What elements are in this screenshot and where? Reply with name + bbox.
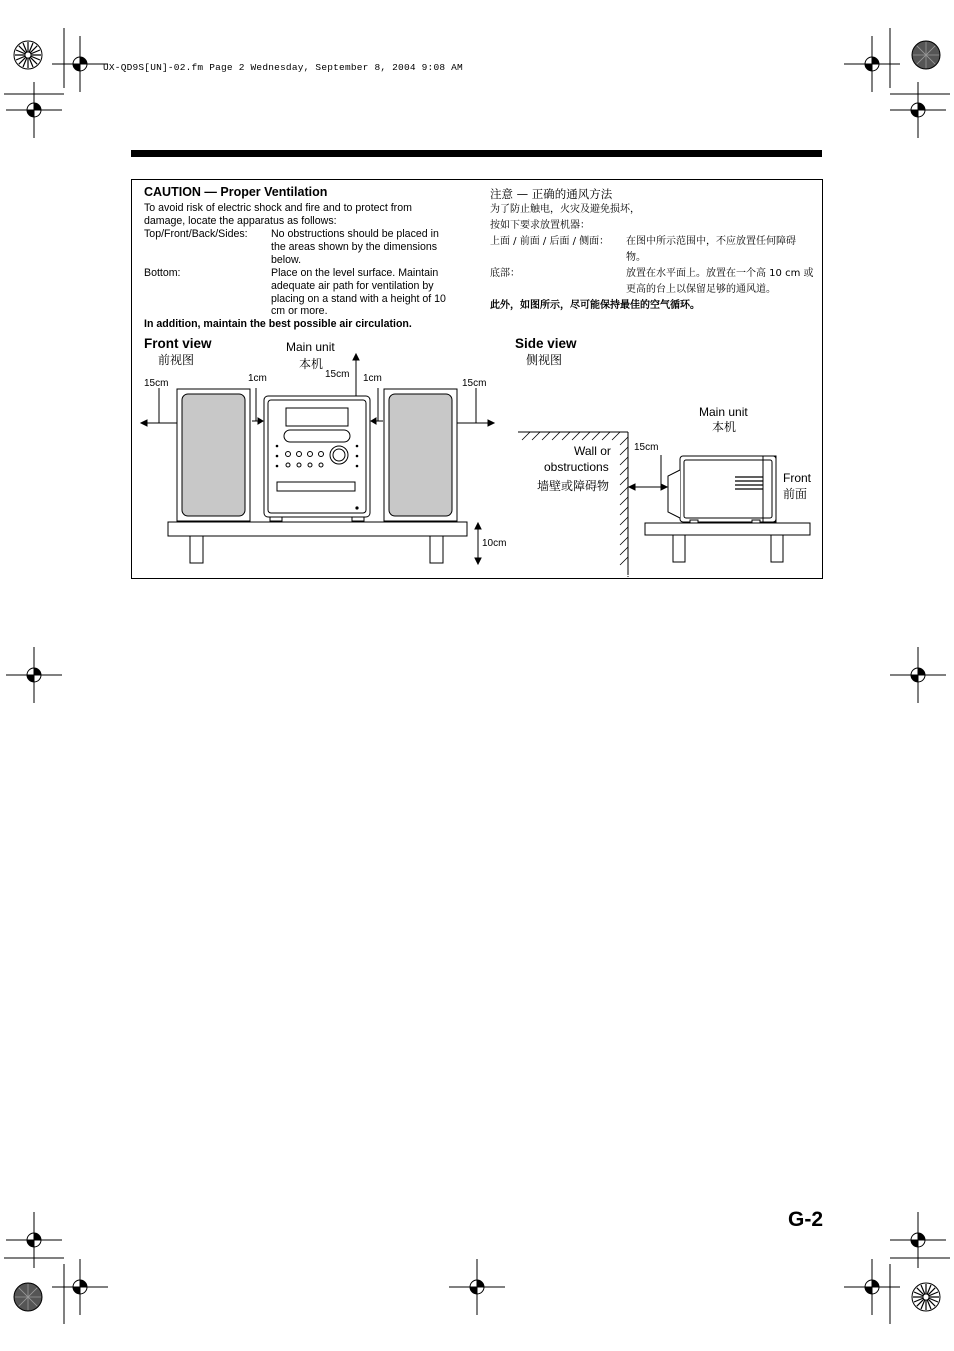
side-view-title-en: Side view — [515, 336, 577, 351]
caution-label-top-zh: 上面 / 前面 / 后面 / 侧面： — [490, 236, 610, 247]
front-dim-right-gap: 1cm — [363, 373, 382, 384]
crop-mark-burst-tl — [14, 41, 42, 69]
side-wall-label-en-1: Wall or — [574, 444, 611, 458]
front-dim-left-gap: 1cm — [248, 373, 267, 384]
caution-text-bottom-zh: 放置在水平面上。放置在一个高 10 cm 或更高的台上以保留足够的通风道。 — [626, 268, 814, 295]
front-dim-top: 15cm — [325, 369, 350, 380]
side-wall-label-en-2: obstructions — [544, 460, 609, 474]
front-dim-right: 15cm — [462, 378, 487, 389]
caution-intro2-zh: 按如下要求放置机器： — [490, 220, 590, 231]
side-front-label-en: Front — [783, 471, 812, 485]
caution-label-bottom-zh: 底部： — [490, 268, 520, 279]
side-front-label-zh: 前面 — [783, 487, 808, 501]
page-number: G-2 — [788, 1208, 824, 1231]
caution-text-bottom-en: Place on the level surface. Maintain adequate air path for ventilation by placing on a stand with a height of 10 cm or more. — [271, 267, 446, 318]
front-main-unit-label-zh: 本机 — [299, 357, 324, 371]
crop-mark-burst-bl — [14, 1283, 42, 1311]
side-view-title-zh: 侧视图 — [526, 353, 563, 367]
caution-title-en: CAUTION — Proper Ventilation — [144, 185, 328, 199]
caution-label-top-en: Top/Front/Back/Sides: — [144, 228, 248, 240]
side-main-unit-label-en: Main unit — [699, 405, 748, 419]
caution-text-top-zh: 在图中所示范围中，不应放置任何障碍物。 — [626, 236, 796, 263]
caution-note-en: In addition, maintain the best possible air circulation. — [144, 318, 412, 330]
front-dim-left: 15cm — [144, 378, 169, 389]
caution-label-bottom-en: Bottom: — [144, 267, 181, 279]
caution-text-top-en: No obstructions should be placed in the areas shown by the dimensions below. — [271, 228, 439, 266]
file-header-line: UX-QD9S[UN]-02.fm Page 2 Wednesday, September 8, 2004 9:08 AM — [103, 62, 463, 73]
crop-mark-burst-br — [912, 1283, 940, 1311]
side-main-unit-label-zh: 本机 — [712, 420, 737, 434]
caution-note-zh: 此外，如图所示，尽可能保持最佳的空气循环。 — [490, 300, 700, 311]
section-top-bar — [131, 150, 822, 157]
side-wall-label-zh: 墙壁或障碍物 — [537, 479, 610, 493]
caution-intro1-zh: 为了防止触电，火灾及避免损坏， — [490, 204, 640, 215]
front-view-title-en: Front view — [144, 336, 212, 351]
front-main-unit-label-en: Main unit — [286, 340, 335, 354]
caution-title-zh: 注意 — 正确的通风方法 — [490, 187, 613, 201]
caution-intro-en: To avoid risk of electric shock and fire and to protect from damage, locate the apparatus as follows: — [144, 202, 412, 227]
crop-mark-burst-tr — [912, 41, 940, 69]
front-view-title-zh: 前视图 — [158, 353, 195, 367]
side-dim-back: 15cm — [634, 442, 659, 453]
front-dim-bottom: 10cm — [482, 538, 507, 549]
